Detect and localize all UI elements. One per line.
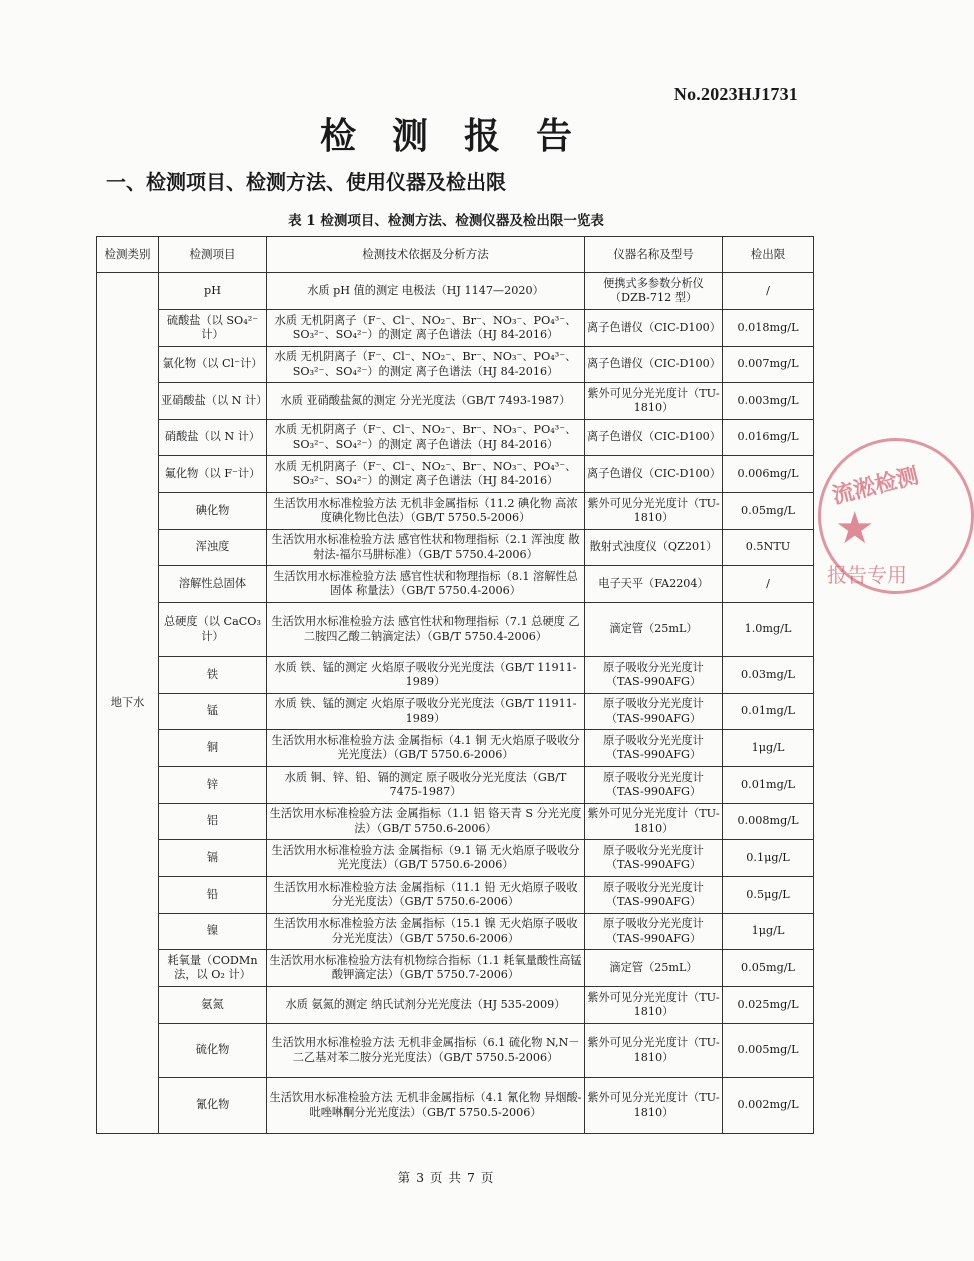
table-row	[97, 456, 814, 493]
limit-cell: 0.03mg/L	[723, 657, 814, 694]
instrument-cell: 原子吸收分光光度计（TAS-990AFG）	[585, 657, 723, 694]
method-cell: 生活饮用水标准检验方法 感官性状和物理指标（8.1 溶解性总固体 称量法）（GB/T 5750.4-2006）	[267, 566, 585, 603]
table-row	[97, 566, 814, 603]
limit-cell: 0.025mg/L	[723, 987, 814, 1024]
item-cell: 氯化物（以 Cl⁻计）	[159, 347, 267, 383]
table-row	[97, 657, 814, 694]
table-row	[97, 987, 814, 1024]
limit-cell: 0.01mg/L	[723, 767, 814, 804]
limit-cell: 1.0mg/L	[723, 603, 814, 657]
instrument-cell: 散射式浊度仪（QZ201）	[585, 530, 723, 566]
table-row	[97, 310, 814, 347]
table-row	[97, 1024, 814, 1078]
instrument-cell: 离子色谱仪（CIC-D100）	[585, 310, 723, 347]
instrument-cell: 紫外可见分光光度计（TU-1810）	[585, 1024, 723, 1078]
limit-cell: 0.018mg/L	[723, 310, 814, 347]
item-cell: 耗氧量（CODMn 法，以 O₂ 计）	[159, 950, 267, 987]
item-cell: 碘化物	[159, 493, 267, 530]
method-cell: 生活饮用水标准检验方法 金属指标（9.1 镉 无火焰原子吸收分光光度法）（GB/T 5750.6-2006）	[267, 840, 585, 877]
item-cell: 铁	[159, 657, 267, 694]
instrument-cell: 便携式多参数分析仪（DZB-712 型）	[585, 273, 723, 310]
method-cell: 水质 无机阴离子（F⁻、Cl⁻、NO₂⁻、Br⁻、NO₃⁻、PO₄³⁻、SO₃²⁻、SO₄²⁻）的测定 离子色谱法（HJ 84-2016）	[267, 347, 585, 383]
item-cell: 硫酸盐（以 SO₄²⁻计）	[159, 310, 267, 347]
report-number: No.2023HJ1731	[673, 84, 798, 104]
limit-cell: 0.002mg/L	[723, 1078, 814, 1134]
limit-cell: 0.5NTU	[723, 530, 814, 566]
instrument-cell: 离子色谱仪（CIC-D100）	[585, 456, 723, 493]
limit-cell: 1μg/L	[723, 914, 814, 950]
method-cell: 生活饮用水标准检验方法 无机非金属指标（4.1 氰化物 异烟酸-吡唑啉酮分光光度法）（GB/T 5750.5-2006）	[267, 1078, 585, 1134]
instrument-cell: 原子吸收分光光度计（TAS-990AFG）	[585, 767, 723, 804]
instrument-cell: 原子吸收分光光度计（TAS-990AFG）	[585, 694, 723, 730]
column-header-category: 检测类别	[97, 237, 159, 273]
instrument-cell: 原子吸收分光光度计（TAS-990AFG）	[585, 730, 723, 767]
method-cell: 水质 铁、锰的测定 火焰原子吸收分光光度法（GB/T 11911-1989）	[267, 694, 585, 730]
item-cell: 浑浊度	[159, 530, 267, 566]
method-cell: 生活饮用水标准检验方法 无机非金属指标（11.2 碘化物 高浓度碘化物比色法）（GB/T 5750.5-2006）	[267, 493, 585, 530]
table-row	[97, 530, 814, 566]
instrument-cell: 原子吸收分光光度计（TAS-990AFG）	[585, 914, 723, 950]
limit-cell: 0.05mg/L	[723, 950, 814, 987]
item-cell: 铜	[159, 730, 267, 767]
limit-cell: 0.006mg/L	[723, 456, 814, 493]
limit-cell: 0.008mg/L	[723, 804, 814, 840]
table-header-row	[97, 237, 814, 273]
item-cell: 总硬度（以 CaCO₃ 计）	[159, 603, 267, 657]
table-row	[97, 804, 814, 840]
limit-cell: 0.005mg/L	[723, 1024, 814, 1078]
table-row	[97, 347, 814, 383]
table-row	[97, 950, 814, 987]
item-cell: 镉	[159, 840, 267, 877]
method-cell: 生活饮用水标准检验方法 金属指标（1.1 铝 铬天青 S 分光光度法）（GB/T 5750.6-2006）	[267, 804, 585, 840]
document-title: 检测报告	[319, 115, 608, 157]
stamp-top-text: 流淞检测	[829, 462, 922, 510]
limit-cell: 0.1μg/L	[723, 840, 814, 877]
method-cell: 生活饮用水标准检验方法 金属指标（15.1 镍 无火焰原子吸收分光光度法）（GB/T 5750.6-2006）	[267, 914, 585, 950]
item-cell: 锰	[159, 694, 267, 730]
instrument-cell: 紫外可见分光光度计（TU-1810）	[585, 987, 723, 1024]
table-row	[97, 383, 814, 420]
star-icon: ★	[835, 503, 875, 554]
item-cell: 镍	[159, 914, 267, 950]
instrument-cell: 紫外可见分光光度计（TU-1810）	[585, 1078, 723, 1134]
item-cell: 铅	[159, 877, 267, 914]
table-row	[97, 840, 814, 877]
table-row	[97, 1078, 814, 1134]
item-cell: 铝	[159, 804, 267, 840]
limit-cell: 0.016mg/L	[723, 420, 814, 456]
method-cell: 水质 氨氮的测定 纳氏试剂分光光度法（HJ 535-2009）	[267, 987, 585, 1024]
instrument-cell: 原子吸收分光光度计（TAS-990AFG）	[585, 877, 723, 914]
column-header-limit: 检出限	[723, 237, 814, 273]
table-row	[97, 914, 814, 950]
item-cell: 氨氮	[159, 987, 267, 1024]
item-cell: 亚硝酸盐（以 N 计）	[159, 383, 267, 420]
instrument-cell: 滴定管（25mL）	[585, 603, 723, 657]
method-cell: 水质 铜、锌、铅、镉的测定 原子吸收分光光度法（GB/T 7475-1987）	[267, 767, 585, 804]
method-cell: 生活饮用水标准检验方法 金属指标（11.1 铅 无火焰原子吸收分光光度法）（GB/T 5750.6-2006）	[267, 877, 585, 914]
instrument-cell: 离子色谱仪（CIC-D100）	[585, 420, 723, 456]
limit-cell: 0.007mg/L	[723, 347, 814, 383]
section-heading: 一、检测项目、检测方法、使用仪器及检出限	[106, 170, 506, 194]
instrument-cell: 滴定管（25mL）	[585, 950, 723, 987]
instrument-cell: 紫外可见分光光度计（TU-1810）	[585, 383, 723, 420]
method-cell: 生活饮用水标准检验方法有机物综合指标（1.1 耗氧量酸性高锰酸钾滴定法）（GB/T 5750.7-2006）	[267, 950, 585, 987]
table-row	[97, 730, 814, 767]
detection-items-table	[96, 236, 814, 1134]
stamp-bottom-text: 报告专用	[827, 563, 907, 587]
method-cell: 水质 无机阴离子（F⁻、Cl⁻、NO₂⁻、Br⁻、NO₃⁻、PO₄³⁻、SO₃²⁻、SO₄²⁻）的测定 离子色谱法（HJ 84-2016）	[267, 456, 585, 493]
limit-cell: 0.5μg/L	[723, 877, 814, 914]
limit-cell: /	[723, 273, 814, 310]
table-row	[97, 273, 814, 310]
method-cell: 生活饮用水标准检验方法 无机非金属指标（6.1 硫化物 N,N－二乙基对苯二胺分光光度法）（GB/T 5750.5-2006）	[267, 1024, 585, 1078]
page-number: 第 3 页 共 7 页	[397, 1170, 495, 1185]
instrument-cell: 电子天平（FA2204）	[585, 566, 723, 603]
item-cell: 氟化物（以 F⁻计）	[159, 456, 267, 493]
method-cell: 生活饮用水标准检验方法 感官性状和物理指标（2.1 浑浊度 散射法-福尔马肼标准）（GB/T 5750.4-2006）	[267, 530, 585, 566]
method-cell: 水质 亚硝酸盐氮的测定 分光光度法（GB/T 7493-1987）	[267, 383, 585, 420]
table-row	[97, 694, 814, 730]
method-cell: 生活饮用水标准检验方法 金属指标（4.1 铜 无火焰原子吸收分光光度法）（GB/T 5750.6-2006）	[267, 730, 585, 767]
limit-cell: 0.003mg/L	[723, 383, 814, 420]
instrument-cell: 离子色谱仪（CIC-D100）	[585, 347, 723, 383]
table-row	[97, 420, 814, 456]
limit-cell: 0.01mg/L	[723, 694, 814, 730]
item-cell: pH	[159, 273, 267, 310]
category-cell: 地下水	[97, 273, 159, 1134]
item-cell: 硝酸盐（以 N 计）	[159, 420, 267, 456]
column-header-item: 检测项目	[159, 237, 267, 273]
table-row	[97, 767, 814, 804]
table-row	[97, 493, 814, 530]
table-row	[97, 877, 814, 914]
limit-cell: 0.05mg/L	[723, 493, 814, 530]
method-cell: 水质 无机阴离子（F⁻、Cl⁻、NO₂⁻、Br⁻、NO₃⁻、PO₄³⁻、SO₃²⁻、SO₄²⁻）的测定 离子色谱法（HJ 84-2016）	[267, 420, 585, 456]
instrument-cell: 紫外可见分光光度计（TU-1810）	[585, 804, 723, 840]
item-cell: 溶解性总固体	[159, 566, 267, 603]
limit-cell: /	[723, 566, 814, 603]
item-cell: 锌	[159, 767, 267, 804]
column-header-instrument: 仪器名称及型号	[585, 237, 723, 273]
method-cell: 水质 pH 值的测定 电极法（HJ 1147—2020）	[267, 273, 585, 310]
company-stamp	[818, 438, 974, 594]
table-caption: 表 1 检测项目、检测方法、检测仪器及检出限一览表	[288, 213, 604, 229]
method-cell: 水质 铁、锰的测定 火焰原子吸收分光光度法（GB/T 11911-1989）	[267, 657, 585, 694]
limit-cell: 1μg/L	[723, 730, 814, 767]
item-cell: 硫化物	[159, 1024, 267, 1078]
instrument-cell: 原子吸收分光光度计（TAS-990AFG）	[585, 840, 723, 877]
column-header-method: 检测技术依据及分析方法	[267, 237, 585, 273]
method-cell: 水质 无机阴离子（F⁻、Cl⁻、NO₂⁻、Br⁻、NO₃⁻、PO₄³⁻、SO₃²⁻、SO₄²⁻）的测定 离子色谱法（HJ 84-2016）	[267, 310, 585, 347]
method-cell: 生活饮用水标准检验方法 感官性状和物理指标（7.1 总硬度 乙二胺四乙酸二钠滴定法）（GB/T 5750.4-2006）	[267, 603, 585, 657]
instrument-cell: 紫外可见分光光度计（TU-1810）	[585, 493, 723, 530]
item-cell: 氰化物	[159, 1078, 267, 1134]
table-body	[97, 273, 814, 1134]
table-row	[97, 603, 814, 657]
